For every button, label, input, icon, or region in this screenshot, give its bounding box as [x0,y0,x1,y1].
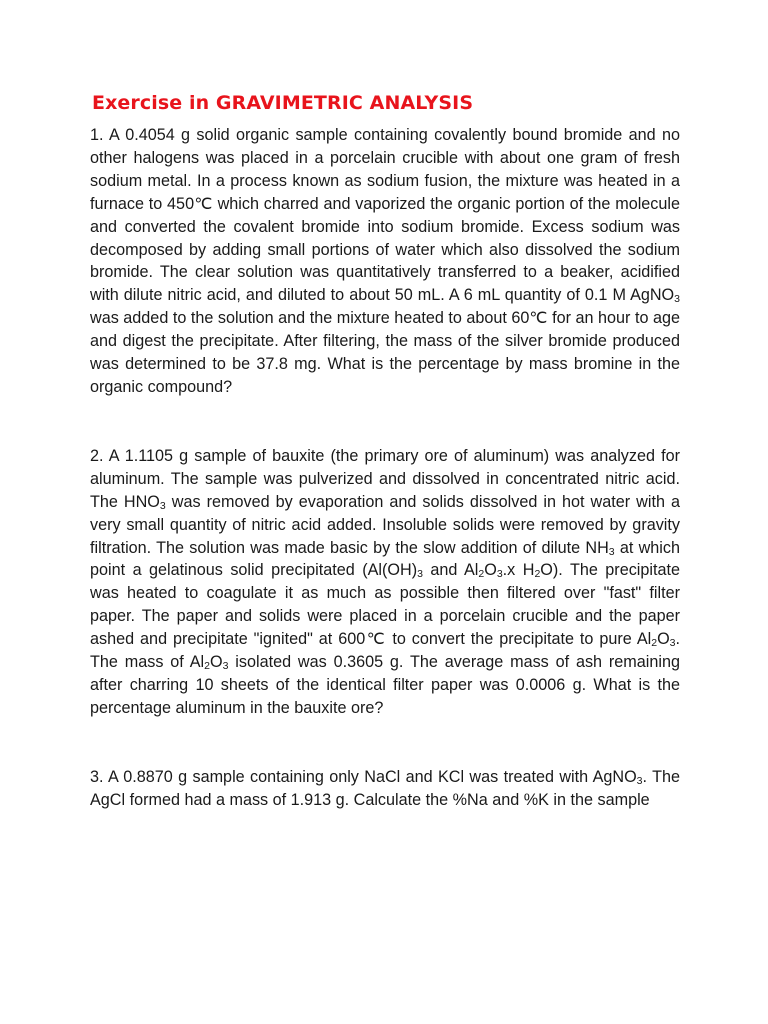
subscript: 2 [478,568,485,581]
page-title: Exercise in GRAVIMETRIC ANALYSIS [92,92,474,114]
subscript: 3 [636,774,643,787]
subscript: 2 [204,660,210,673]
problem-3 [90,766,680,812]
subscript: 3 [496,568,503,581]
problem-text: was removed by evaporation and solids dissolved in hot water with a very small quantity of nitric acid added. Insoluble solids were removed by gravity filtration. The solution was made basic by the slow addition of dilute NH [90,492,680,557]
problem-text: O [209,653,223,672]
problem-1 [90,124,680,399]
problem-text: 2. A 1.1105 g sample of bauxite (the primary ore of aluminum) was analyzed for aluminum. The sample was pulverized and dissolved in concentrated nitric acid. The HNO [90,446,680,511]
subscript: 3 [608,545,615,558]
problem-text: O [484,561,497,580]
problem-text: isolated was 0.3605 g. The average mass of ash remaining after charring 10 sheets of the identical filter paper was 0.0006 g. What is the percentage aluminum in the bauxite ore? [90,653,680,717]
subscript: 3 [159,499,166,512]
problem-text: .x H [502,561,535,580]
problem-2 [90,445,680,720]
problem-text: was added to the solution and the mixture heated to about 60℃ for an hour to age and digest the precipitate. After filtering, the mass of the silver bromide produced was determined to be 37.8 mg. What is the percentage by mass bromine in the organic compound? [90,309,680,396]
problem-text: at which point a gelatinous solid precipitated (Al(OH) [90,538,680,580]
problem-text: 3. A 0.8870 g sample containing only NaCl and KCl was treated with AgNO [90,767,637,786]
subscript: 3 [674,293,680,306]
subscript: 2 [651,637,658,650]
problem-text: and Al [422,561,479,580]
problem-text: O). The precipitate was heated to coagulate it as much as possible then filtered over "fast" filter paper. The paper and solids were placed in a porcelain crucible and the paper ashed and precipitate "ignited" at 600℃ to convert the precipitate to pure Al [90,561,680,649]
problem-text: 1. A 0.4054 g solid organic sample containing covalently bound bromide and no other halogens was placed in a porcelain crucible with about one gram of fresh sodium metal. In a process known as sodium fusion, the mixture was heated in a furnace to 450℃ which charred and vaporized the organic portion of the molecule and converted the covalent bromide into sodium bromide. Excess sodium was decomposed by adding small portions of water which also dissolved the sodium bromide. The clear solution was quantitatively transferred to a beaker, acidified with dilute nitric acid, and diluted to about 50 mL. A 6 mL quantity of 0.1 M AgNO [90,126,680,305]
problem-text: . The AgCl formed had a mass of 1.913 g. Calculate the %Na and %K in the sample [90,767,680,809]
subscript: 2 [534,568,541,581]
problem-text: . The mass of Al [90,630,680,672]
subscript: 3 [417,568,423,581]
problem-text: O [657,630,670,649]
subscript: 3 [669,637,676,650]
problem-list [90,124,680,812]
subscript: 3 [222,660,229,673]
